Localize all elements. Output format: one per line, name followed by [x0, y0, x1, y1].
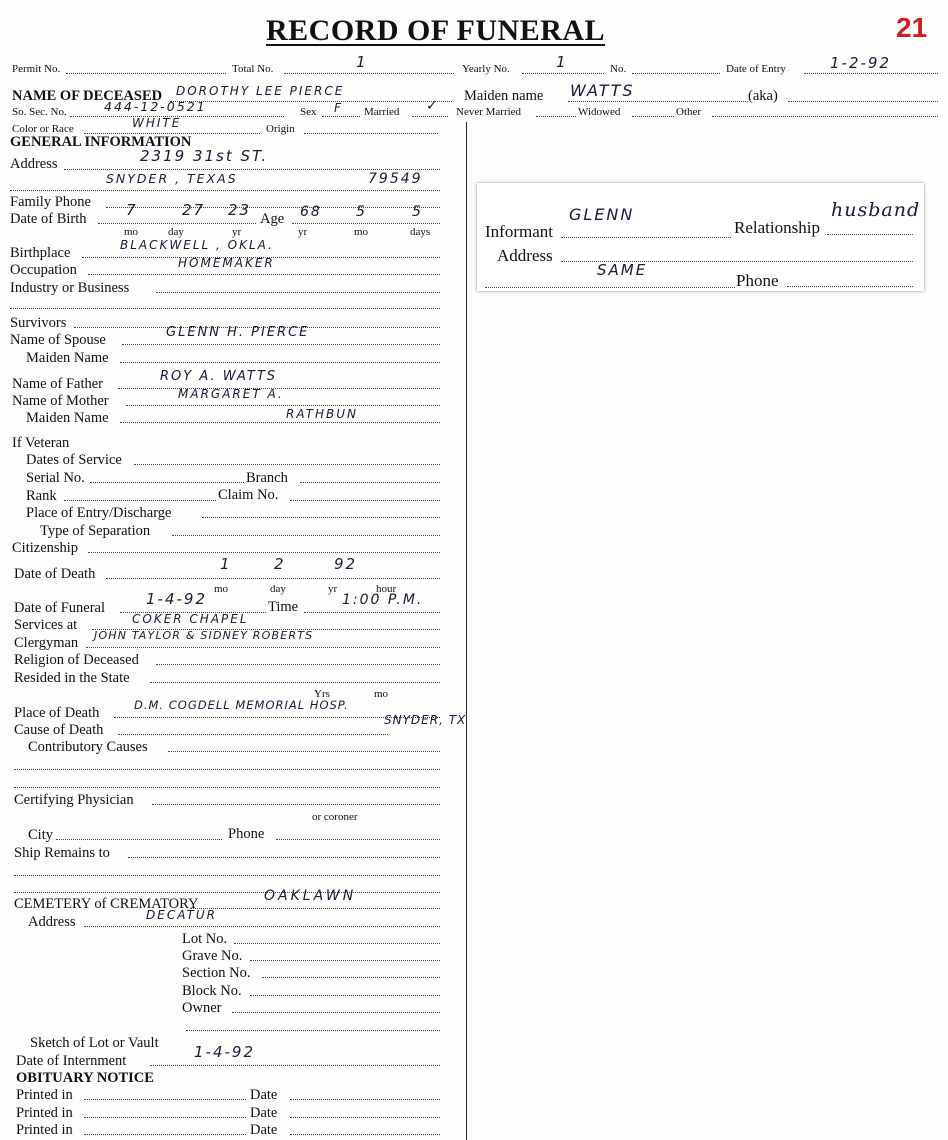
place-of-death-label: Place of Death — [14, 705, 100, 721]
permit-line — [66, 73, 226, 74]
entry-discharge-line — [202, 517, 440, 518]
dob-unit-day: day — [168, 226, 184, 238]
address-line-2 — [10, 190, 440, 191]
address-city-value: SNYDER , TEXAS — [106, 171, 238, 186]
no-line — [632, 73, 720, 74]
citizenship-line — [88, 552, 440, 553]
religion-label: Religion of Deceased — [14, 652, 139, 668]
resided-line — [150, 682, 440, 683]
claim-line — [290, 500, 440, 501]
other-label: Other — [676, 106, 702, 118]
deceased-name-value: DOROTHY LEE PIERCE — [176, 84, 345, 98]
father-value: ROY A. WATTS — [160, 369, 278, 384]
yearly-value: 1 — [556, 53, 568, 71]
dob-day-value: 27 — [182, 201, 206, 219]
relationship-line — [827, 234, 913, 235]
grave-label: Grave No. — [182, 948, 243, 964]
ssn-label: So. Sec. No. — [12, 106, 67, 118]
sketch-label: Sketch of Lot or Vault — [30, 1035, 159, 1051]
contributory-line — [168, 751, 440, 752]
service-dates-line — [134, 464, 440, 465]
sex-label: Sex — [300, 106, 317, 118]
ssn-value: 444-12-0521 — [104, 99, 207, 114]
entry-discharge-label: Place of Entry/Discharge — [26, 505, 172, 521]
obituary-heading: OBITUARY NOTICE — [16, 1070, 154, 1086]
death-day-value: 2 — [274, 555, 286, 573]
aka-label: (aka) — [748, 88, 778, 104]
father-label: Name of Father — [12, 376, 103, 392]
serial-label: Serial No. — [26, 470, 85, 486]
blank-line-2 — [14, 769, 440, 770]
family-phone-line — [106, 207, 440, 208]
printed-date-label: Date — [250, 1087, 278, 1103]
age-years-value: 68 — [300, 204, 322, 220]
age-line — [292, 223, 440, 224]
death-month-value: 1 — [220, 555, 232, 573]
block-line — [250, 995, 440, 996]
owner-label: Owner — [182, 1000, 222, 1016]
informant-label: Informant — [485, 222, 553, 241]
no-label: No. — [610, 63, 627, 75]
physician-phone-label: Phone — [228, 826, 265, 842]
block-label: Block No. — [182, 983, 242, 999]
resided-unit-mo: mo — [374, 688, 389, 700]
dob-unit-yr: yr — [232, 226, 242, 238]
cemetery-label: CEMETERY of CREMATORY — [14, 896, 199, 912]
funeral-date-label: Date of Funeral — [14, 600, 105, 616]
informant-address-label: Address — [497, 246, 553, 265]
informant-value: GLENN — [569, 205, 635, 224]
entry-label: Date of Entry — [726, 63, 786, 75]
clergyman-value: JOHN TAYLOR & SIDNEY ROBERTS — [94, 629, 314, 642]
blank-line-3 — [14, 787, 440, 788]
industry-line — [156, 292, 440, 293]
spouse-maiden-line — [120, 362, 440, 363]
coroner-label: or coroner — [312, 811, 358, 823]
serial-line — [90, 482, 244, 483]
printed-in-line — [84, 1117, 246, 1118]
clergyman-label: Clergyman — [14, 635, 79, 651]
permit-label: Permit No. — [12, 63, 61, 75]
death-unit-mo: mo — [214, 583, 229, 595]
death-year-value: 92 — [334, 555, 358, 573]
informant-address-line-2 — [485, 287, 735, 288]
spouse-maiden-label: Maiden Name — [26, 350, 109, 366]
general-info-heading: GENERAL INFORMATION — [10, 134, 192, 150]
printed-in-line — [84, 1099, 246, 1100]
cemetery-value: OAKLAWN — [264, 888, 357, 904]
age-unit-mo: mo — [354, 226, 369, 238]
date-of-death-label: Date of Death — [14, 566, 96, 582]
printed-in-label: Printed in — [16, 1087, 73, 1103]
informant-address-value: SAME — [597, 261, 648, 279]
origin-label: Origin — [266, 123, 295, 135]
cemetery-line — [190, 908, 440, 909]
age-label: Age — [260, 211, 285, 227]
contributory-label: Contributory Causes — [28, 739, 148, 755]
total-value: 1 — [356, 53, 368, 71]
internment-label: Date of Internment — [16, 1053, 127, 1069]
blank-line-1 — [10, 308, 440, 309]
owner-line-2 — [186, 1030, 440, 1031]
column-divider — [466, 122, 467, 1140]
date-of-death-line — [106, 578, 440, 579]
religion-line — [156, 664, 440, 665]
address-street-value: 2319 31st ST. — [140, 147, 269, 165]
separation-line — [172, 535, 440, 536]
city-label: City — [28, 827, 53, 843]
mother-maiden-line — [120, 422, 440, 423]
physician-line — [152, 804, 440, 805]
occupation-label: Occupation — [10, 262, 77, 278]
total-label: Total No. — [232, 63, 274, 75]
citizenship-label: Citizenship — [12, 540, 79, 556]
race-label: Color or Race — [12, 123, 74, 135]
printed-date-line — [290, 1099, 440, 1100]
never-married-label: Never Married — [456, 106, 522, 118]
maiden-name-line — [568, 101, 748, 102]
funeral-time-value: 1:00 P.M. — [342, 592, 424, 608]
ship-remains-label: Ship Remains to — [14, 845, 110, 861]
age-days-value: 5 — [412, 204, 423, 220]
blank-line-5 — [14, 892, 440, 893]
clergyman-line — [86, 647, 440, 648]
deceased-name-line — [170, 101, 452, 102]
city-line — [56, 839, 222, 840]
resided-label: Resided in the State — [14, 670, 130, 686]
total-line — [284, 73, 454, 74]
cemetery-address-label: Address — [28, 914, 76, 930]
funeral-time-label: Time — [268, 599, 299, 615]
dob-line — [98, 223, 256, 224]
relationship-label: Relationship — [734, 218, 820, 237]
printed-date-label: Date — [250, 1122, 278, 1138]
mother-maiden-value: RATHBUN — [286, 407, 359, 421]
informant-line — [561, 237, 731, 238]
services-label: Services at — [14, 617, 78, 633]
birthplace-label: Birthplace — [10, 245, 71, 261]
printed-date-line — [290, 1117, 440, 1118]
dob-unit-mo: mo — [124, 226, 139, 238]
race-value: WHITE — [132, 116, 182, 130]
mother-maiden-label: Maiden Name — [26, 410, 109, 426]
lot-line — [234, 943, 440, 944]
industry-label: Industry or Business — [10, 280, 130, 296]
lot-label: Lot No. — [182, 931, 228, 947]
mother-value: MARGARET A. — [178, 387, 284, 401]
place-of-death-value: D.M. COGDELL MEMORIAL HOSP. — [134, 698, 349, 712]
mother-label: Name of Mother — [12, 393, 109, 409]
occupation-value: HOMEMAKER — [178, 256, 275, 270]
never-married-line — [536, 116, 576, 117]
survivors-label: Survivors — [10, 315, 67, 331]
birthplace-value: BLACKWELL , OKLA. — [120, 238, 274, 252]
spouse-label: Name of Spouse — [10, 332, 106, 348]
address-line — [64, 169, 440, 170]
age-months-value: 5 — [356, 204, 367, 220]
blank-line-4 — [14, 875, 440, 876]
widowed-line — [632, 116, 674, 117]
sex-line — [322, 116, 360, 117]
address-label: Address — [10, 156, 58, 172]
internment-value: 1-4-92 — [194, 1043, 255, 1061]
dob-month-value: 7 — [126, 201, 138, 219]
origin-line — [304, 133, 438, 134]
informant-card — [477, 183, 924, 291]
occupation-line — [88, 274, 440, 275]
ship-remains-line — [128, 857, 440, 858]
rank-label: Rank — [26, 488, 57, 504]
informant-phone-line — [787, 286, 913, 287]
printed-date-label: Date — [250, 1105, 278, 1121]
spouse-value: GLENN H. PIERCE — [166, 325, 310, 340]
age-unit-yr: yr — [298, 226, 308, 238]
mother-line — [126, 405, 440, 406]
branch-line — [300, 482, 440, 483]
cemetery-address-line — [84, 926, 440, 927]
cause-label: Cause of Death — [14, 722, 104, 738]
informant-phone-label: Phone — [736, 271, 779, 290]
printed-in-label: Printed in — [16, 1122, 73, 1138]
rank-line — [64, 500, 216, 501]
section-line — [262, 977, 440, 978]
page-title: RECORD OF FUNERAL — [266, 14, 606, 47]
address-zip-value: 79549 — [368, 171, 423, 187]
yearly-line — [522, 73, 604, 74]
owner-line — [232, 1012, 440, 1013]
resided-unit-yrs: Yrs — [314, 688, 330, 700]
widowed-label: Widowed — [578, 106, 621, 118]
service-dates-label: Dates of Service — [26, 452, 122, 468]
relationship-value: husband — [831, 199, 921, 221]
entry-value: 1-2-92 — [830, 54, 891, 72]
cause-line — [118, 734, 388, 735]
dob-label: Date of Birth — [10, 211, 87, 227]
death-unit-yr: yr — [328, 583, 338, 595]
branch-label: Branch — [246, 470, 288, 486]
printed-date-line — [290, 1134, 440, 1135]
other-line — [712, 116, 938, 117]
grave-line — [250, 960, 440, 961]
printed-in-line — [84, 1134, 246, 1135]
married-line — [412, 116, 448, 117]
aka-line — [788, 101, 938, 102]
entry-line — [804, 73, 938, 74]
internment-line — [150, 1065, 440, 1066]
spouse-line — [122, 344, 440, 345]
claim-label: Claim No. — [218, 487, 279, 503]
death-unit-hour: hour — [376, 583, 397, 595]
section-label: Section No. — [182, 965, 251, 981]
physician-phone-line — [276, 839, 440, 840]
separation-label: Type of Separation — [40, 523, 151, 539]
dob-year-value: 23 — [228, 201, 252, 219]
funeral-time-line — [304, 612, 440, 613]
family-phone-label: Family Phone — [10, 194, 91, 210]
yearly-label: Yearly No. — [462, 63, 510, 75]
sex-value: F — [334, 101, 343, 115]
page-number: 21 — [896, 12, 928, 43]
physician-label: Certifying Physician — [14, 792, 134, 808]
maiden-name-label: Maiden name — [464, 88, 544, 104]
cemetery-address-value: DECATUR — [146, 908, 217, 922]
married-check: ✓ — [426, 98, 440, 114]
deceased-name-label: NAME OF DECEASED — [12, 88, 163, 104]
veteran-label: If Veteran — [12, 435, 70, 451]
place-of-death-city: SNYDER, TX — [384, 713, 467, 727]
funeral-date-value: 1-4-92 — [146, 590, 207, 608]
maiden-name-value: WATTS — [570, 81, 635, 100]
death-unit-day: day — [270, 583, 286, 595]
age-unit-days: days — [410, 226, 431, 238]
services-value: COKER CHAPEL — [132, 612, 249, 626]
printed-in-label: Printed in — [16, 1105, 73, 1121]
married-label: Married — [364, 106, 400, 118]
